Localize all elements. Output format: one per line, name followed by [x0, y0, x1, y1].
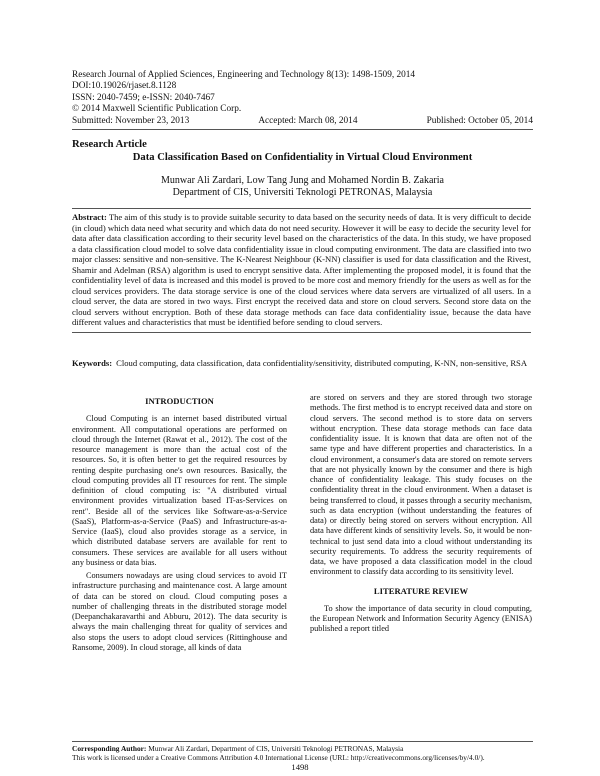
- publication-dates: [72, 116, 533, 130]
- footer: [72, 741, 533, 762]
- paper-title: Data Classification Based on Confidentiality in Virtual Cloud Environment: [132, 152, 473, 163]
- keywords-text: Cloud computing, data classification, data confidentiality/sensitivity, distributed computing, K-NN, non-sensitive, RSA: [116, 358, 528, 368]
- submitted-date: Submitted: November 23, 2013: [72, 116, 190, 126]
- keywords-label: Keywords:: [72, 358, 113, 368]
- intro-paragraph-3: are stored on servers and they are stored through two storage methods. The first method is to encrypt received data and store on cloud servers. The second method is to store data on servers without encryption. These data storage methods can face data confidentiality issue. It is known that data are often not of the same type and have different properties and characteristics. In a cloud environment, a consumer's data are stored on remote servers that are not physically known by the consumer and there is high chance of confidentiality leakage. This study focuses on the confidentiality threat in the cloud environment. When a dataset is being transferred to cloud, it passes through a security mechanism, such as data encryption (without understanding the features of data) or directly being stored on servers without encryption. All data have different kinds of sensitivity levels. So, it would be non-technical to just send data into a cloud without understanding its security requirements. To address the security requirements of data, we have proposed a data classification model in the cloud environment to classify data according to its sensitivity level.: [310, 393, 532, 577]
- issn: ISSN: 2040-7459; e-ISSN: 2040-7467: [72, 92, 215, 103]
- introduction-heading: INTRODUCTION: [145, 396, 214, 406]
- article-type: Research Article: [72, 139, 147, 150]
- abstract-text: The aim of this study is to provide suitable security to data based on the security needs of data. It is very difficult to decide (in cloud) which data need what security and which data do not need security. However it will be easy to decide the security level for data after data classification according to their security level based on the characteristics of the data. In this study, we have proposed a data classification cloud model to solve data confidentiality issue in cloud computing environment. The data are classified into two major classes: sensitive and non-sensitive. The K-Nearest Neighbour (K-NN) classifier is used for data classification and the Rivest, Shamir and Adelman (RSA) algorithm is used to encrypt sensitive data. After implementing the proposed model, it is found that the confidentiality level of data is increased and this model is proved to be more cost and memory friendly for the users as well as for the cloud services providers. The data storage service is one of the cloud services where data servers are virtualized of all users. In a cloud server, the data are stored in two ways. First encrypt the received data and store on cloud servers. Second store data on the cloud servers without encryption. Both of these data storage methods can face data confidentiality issue, because the data have different values and characteristics that must be identified before sending to cloud servers.: [72, 212, 532, 328]
- author-list: Munwar Ali Zardari, Low Tang Jung and Mohamed Nordin B. Zakaria: [161, 175, 444, 186]
- author-block: [72, 175, 533, 198]
- intro-paragraph-2: Consumers nowadays are using cloud services to avoid IT infrastructure purchasing and maintenance cost. A large amount of data can be stored on cloud. Cloud computing poses a number of challenging threats in the distributed storage model (Deepanchakaravarthi and Abburu, 2012). The data security is always the main challenging threat for quality of services and also stops the users to adopt cloud services (Rittinghouse and Ransome, 2009). In cloud storage, all kinds of data: [72, 571, 287, 652]
- affiliation: Department of CIS, Universiti Teknologi PETRONAS, Malaysia: [172, 186, 433, 198]
- left-column: [72, 396, 287, 656]
- accepted-date: Accepted: March 08, 2014: [258, 116, 358, 126]
- literature-review-heading: LITERATURE REVIEW: [373, 585, 469, 596]
- license-note: This work is licensed under a Creative Commons Attribution 4.0 International License (URL: http://creativecommons.org/licenses/by/4.0/).: [72, 753, 485, 762]
- corresponding-author: [72, 744, 533, 753]
- abstract-label: Abstract:: [72, 212, 107, 222]
- intro-paragraph-1: Cloud Computing is an internet based distributed virtual environment. All computational operations are performed on cloud through the Internet (Rawat et al., 2012). The cost of the resource management is more than the actual cost of the resources. So, it is often better to get the required resources by renting despite purchasing one's own resources. Basically, the cloud computing provides all IT resources for rent. The simple definition of cloud computing is: "A distributed virtual environment provides virtualization based IT-as-Services on rent". Beside all of the services like Software-as-a-Service (SaaS), Platform-as-a-Service (PaaS) and Infrastructure-as-a-Service (IaaS), cloud also provides storage as a service, in which distributed database servers are available for rent to consumers. These services are available for all users without any business or data bias.: [72, 414, 287, 567]
- published-date: Published: October 05, 2014: [426, 116, 533, 126]
- right-column: [310, 393, 532, 638]
- corresponding-text: Munwar Ali Zardari, Department of CIS, Universiti Teknologi PETRONAS, Malaysia: [148, 744, 404, 753]
- journal-header: [72, 70, 532, 115]
- literature-paragraph-1: To show the importance of data security in cloud computing, the European Network and Information Security Agency (ENISA) published a report titled: [310, 603, 532, 634]
- journal-citation: Research Journal of Applied Sciences, Engineering and Technology 8(13): 1498-1509, 2014: [72, 70, 416, 80]
- doi: DOI:10.19026/rjaset.8.1128: [72, 81, 177, 92]
- keywords: [72, 358, 533, 369]
- page-number: 1498: [291, 762, 309, 772]
- corresponding-label: Corresponding Author:: [72, 744, 147, 753]
- copyright: © 2014 Maxwell Scientific Publication Corp.: [72, 103, 242, 114]
- abstract: [72, 208, 531, 333]
